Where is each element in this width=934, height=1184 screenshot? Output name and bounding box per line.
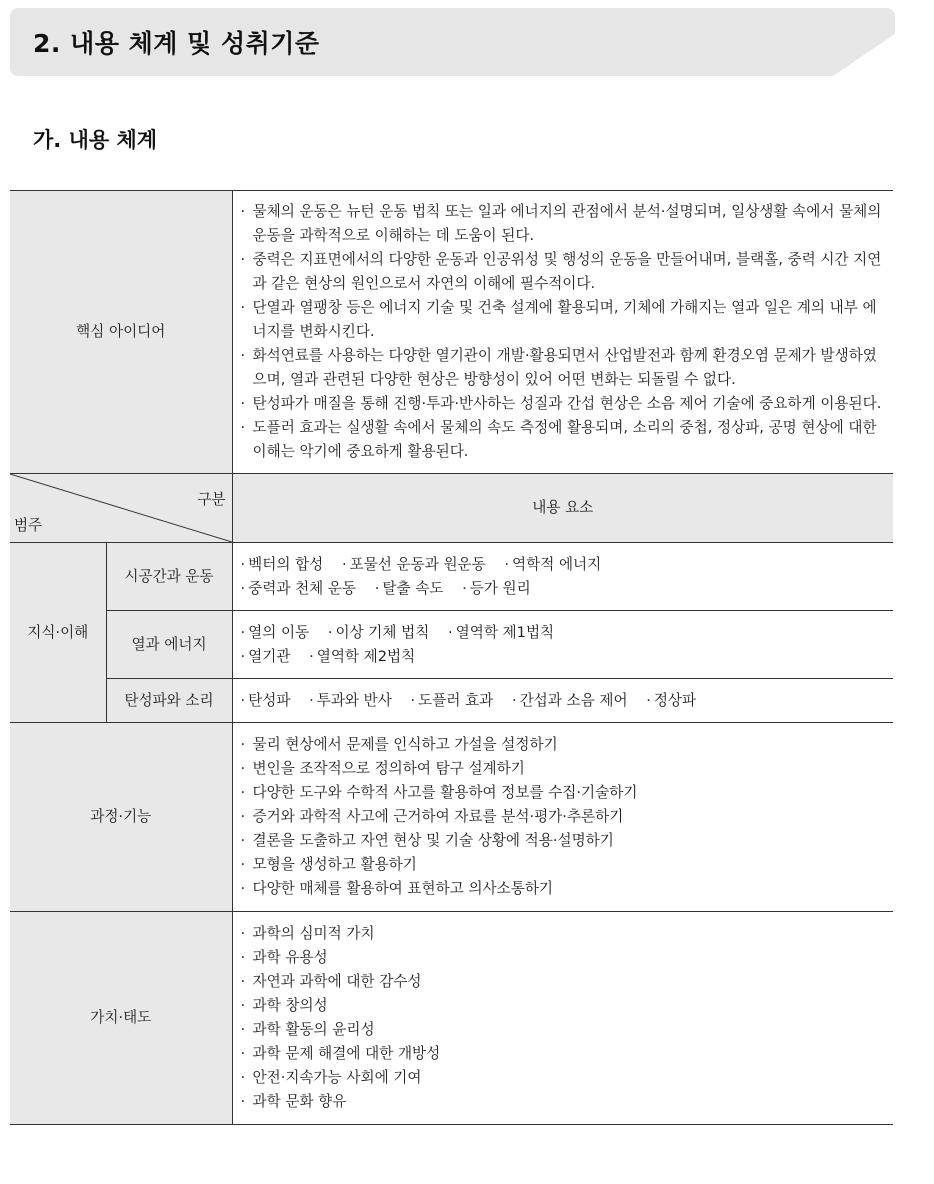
- content-element: · 열기관: [241, 648, 291, 665]
- core-idea-item: · 중력은 지표면에서의 다양한 운동과 인공위성 및 행성의 운동을 만들어내며, 블랙홀, 중력 시간 지연과 같은 현상의 원인으로서 자연의 이해에 필수적이다.: [241, 248, 886, 296]
- content-line: [241, 645, 886, 669]
- content-element: · 이상 기체 법칙: [328, 624, 430, 641]
- core-idea-item: · 화석연료를 사용하는 다양한 열기관이 개발·활용되면서 산업발전과 함께 환경오염 문제가 발생하였으며, 열과 관련된 다양한 현상은 방향성이 있어 어떤 변화는 되돌릴 수 없다.: [241, 344, 886, 392]
- content-line: [241, 689, 886, 713]
- core-idea-list: [232, 191, 893, 474]
- subsection-title: 가. 내용 체계: [33, 128, 158, 152]
- content-element: · 포물선 운동과 원운동: [342, 556, 486, 573]
- knowledge-content: [232, 611, 893, 679]
- process-label: 과정·기능: [10, 723, 232, 912]
- core-idea-item: · 물체의 운동은 뉴턴 운동 법칙 또는 일과 에너지의 관점에서 분석·설명되며, 일상생활 속에서 물체의 운동을 과학적으로 이해하는 데 도움이 된다.: [241, 200, 886, 248]
- content-element: · 열의 이동: [241, 624, 310, 641]
- values-item: · 자연과 과학에 대한 감수성: [241, 970, 886, 994]
- division-label: 구분: [197, 491, 226, 508]
- values-list: [232, 912, 893, 1125]
- process-row: [10, 723, 893, 912]
- diagonal-header-cell: [10, 474, 232, 543]
- process-item: · 증거와 과학적 사고에 근거하여 자료를 분석·평가·추론하기: [241, 805, 886, 829]
- content-element: · 벡터의 합성: [241, 556, 324, 573]
- content-element: · 탈출 속도: [375, 580, 444, 597]
- content-element: · 열역학 제1법칙: [448, 624, 554, 641]
- content-element: · 도플러 효과: [411, 692, 494, 709]
- values-item: · 과학 문화 향유: [241, 1090, 886, 1114]
- content-elements-header: 내용 요소: [232, 474, 893, 543]
- category-label: 범주: [14, 517, 43, 534]
- process-item: · 변인을 조작적으로 정의하여 탐구 설계하기: [241, 757, 886, 781]
- process-list: [232, 723, 893, 912]
- content-element: · 투과와 반사: [309, 692, 392, 709]
- knowledge-label: 지식·이해: [10, 543, 106, 723]
- process-item: · 다양한 도구와 수학적 사고를 활용하여 정보를 수집·기술하기: [241, 781, 886, 805]
- process-item: · 결론을 도출하고 자연 현상 및 기술 상황에 적용·설명하기: [241, 829, 886, 853]
- content-element: · 역학적 에너지: [504, 556, 601, 573]
- knowledge-content: [232, 679, 893, 723]
- knowledge-subcategory: 시공간과 운동: [106, 543, 232, 611]
- values-item: · 과학 유용성: [241, 946, 886, 970]
- process-item: · 다양한 매체를 활용하여 표현하고 의사소통하기: [241, 877, 886, 901]
- core-idea-item: · 탄성파가 매질을 통해 진행·투과·반사하는 성질과 간섭 현상은 소음 제어 기술에 중요하게 이용된다.: [241, 392, 886, 416]
- content-line: [241, 577, 886, 601]
- knowledge-row: [10, 543, 893, 611]
- content-element: · 탄성파: [241, 692, 291, 709]
- section-title: 2. 내용 체계 및 성취기준: [33, 29, 320, 58]
- core-idea-label: 핵심 아이디어: [10, 191, 232, 474]
- content-system-table: [10, 190, 893, 1125]
- knowledge-row: [10, 611, 893, 679]
- core-idea-item: · 도플러 효과는 실생활 속에서 물체의 속도 측정에 활용되며, 소리의 중첩, 정상파, 공명 현상에 대한 이해는 악기에 중요하게 활용된다.: [241, 416, 886, 464]
- content-element: · 등가 원리: [462, 580, 531, 597]
- knowledge-subcategory: 열과 에너지: [106, 611, 232, 679]
- values-item: · 안전·지속가능 사회에 기여: [241, 1066, 886, 1090]
- content-line: [241, 621, 886, 645]
- content-element: · 중력과 천체 운동: [241, 580, 357, 597]
- core-idea-row: [10, 191, 893, 474]
- values-item: · 과학 활동의 윤리성: [241, 1018, 886, 1042]
- knowledge-row: [10, 679, 893, 723]
- values-item: · 과학의 심미적 가치: [241, 922, 886, 946]
- content-element: · 열역학 제2법칙: [309, 648, 415, 665]
- values-label: 가치·태도: [10, 912, 232, 1125]
- knowledge-subcategory: 탄성파와 소리: [106, 679, 232, 723]
- values-item: · 과학 문제 해결에 대한 개방성: [241, 1042, 886, 1066]
- values-row: [10, 912, 893, 1125]
- core-idea-item: · 단열과 열팽창 등은 에너지 기술 및 건축 설계에 활용되며, 기체에 가해지는 열과 일은 계의 내부 에너지를 변화시킨다.: [241, 296, 886, 344]
- table-header-row: [10, 474, 893, 543]
- values-item: · 과학 창의성: [241, 994, 886, 1018]
- content-element: · 간섭과 소음 제어: [512, 692, 628, 709]
- content-element: · 정상파: [646, 692, 696, 709]
- process-item: · 물리 현상에서 문제를 인식하고 가설을 설정하기: [241, 733, 886, 757]
- knowledge-content: [232, 543, 893, 611]
- content-line: [241, 553, 886, 577]
- process-item: · 모형을 생성하고 활용하기: [241, 853, 886, 877]
